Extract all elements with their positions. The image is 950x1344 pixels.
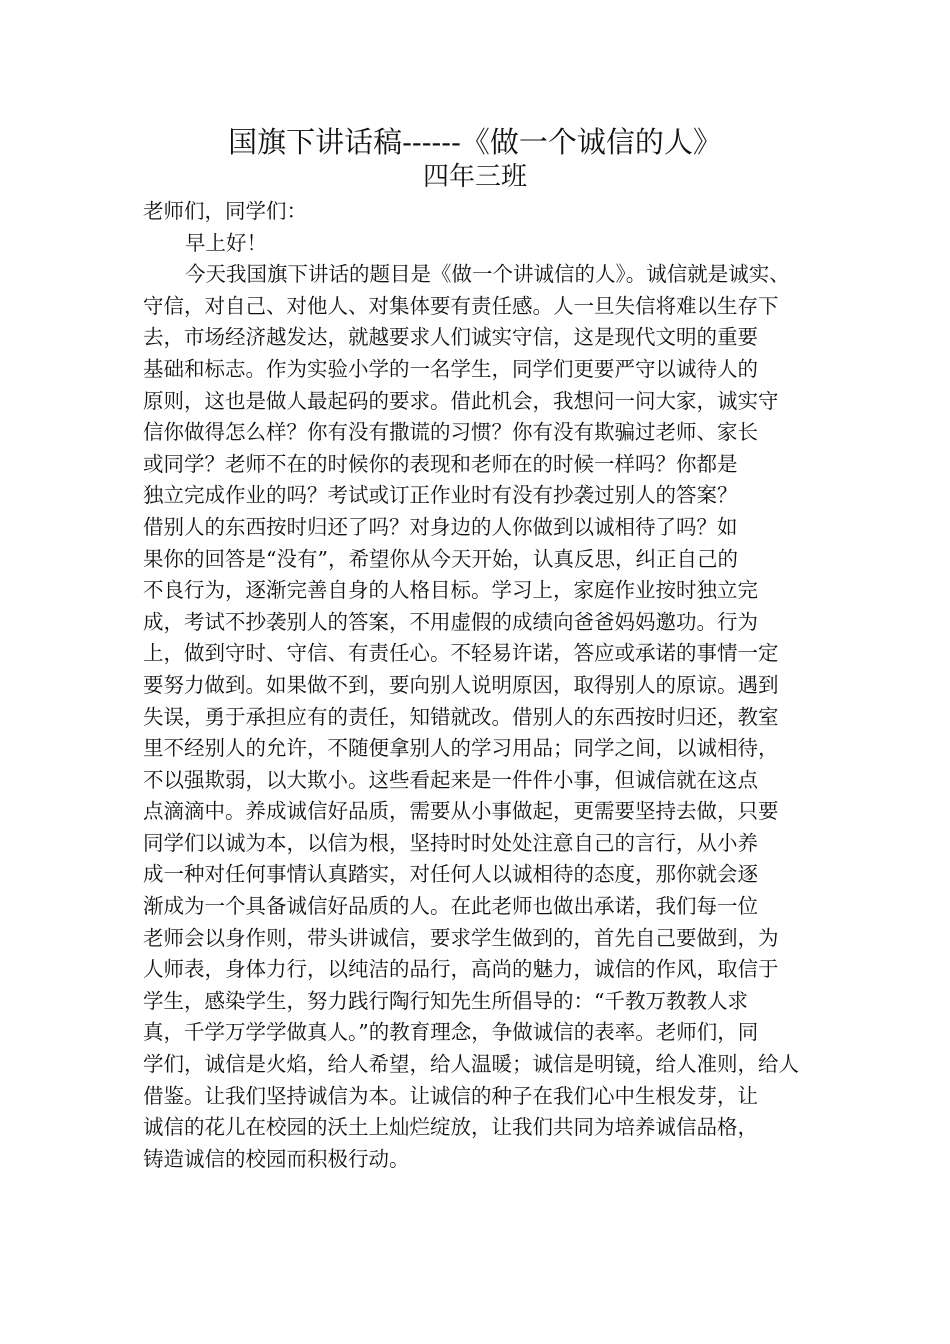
paragraph-line: 真，千学万学学做真人。”的教育理念，争做诚信的表率。老师们，同 — [143, 1020, 759, 1045]
paragraph-line: 渐成为一个具备诚信好品质的人。在此老师也做出承诺，我们每一位 — [143, 894, 758, 919]
paragraph-line: 诚信的花儿在校园的沃土上灿烂绽放，让我们共同为培养诚信品格， — [143, 1115, 758, 1140]
paragraph-line: 同学们以诚为本，以信为根，坚持时时处处注意自己的言行，从小养 — [143, 830, 758, 855]
paragraph-line: 学生，感染学生，努力践行陶行知先生所倡导的：“千教万教教人求 — [143, 988, 748, 1013]
paragraph-line: 去，市场经济越发达，就越要求人们诚实守信，这是现代文明的重要 — [143, 325, 758, 350]
paragraph-line: 里不经别人的允许，不随便拿别人的学习用品；同学之间，以诚相待， — [143, 736, 779, 761]
paragraph-line: 独立完成作业的吗？考试或订正作业时有没有抄袭过别人的答案？ — [143, 483, 738, 508]
paragraph-line: 失误，勇于承担应有的责任，知错就改。借别人的东西按时归还，教室 — [143, 704, 779, 729]
paragraph-line: 要努力做到。如果做不到，要向别人说明原因，取得别人的原谅。遇到 — [143, 672, 779, 697]
paragraph-line: 上，做到守时、守信、有责任心。不轻易许诺，答应或承诺的事情一定 — [143, 641, 779, 666]
paragraph-line: 今天我国旗下讲话的题目是《做一个讲诚信的人》。诚信就是诚实、 — [185, 262, 790, 287]
paragraph-line: 原则，这也是做人最起码的要求。借此机会，我想问一问大家，诚实守 — [143, 388, 779, 413]
paragraph-line: 信你做得怎么样？你有没有撒谎的习惯？你有没有欺骗过老师、家长 — [143, 420, 758, 445]
paragraph-line: 学们，诚信是火焰，给人希望，给人温暖；诚信是明镜，给人准则，给人 — [143, 1052, 799, 1077]
paragraph-line: 借别人的东西按时归还了吗？对身边的人你做到以诚相待了吗？如 — [143, 514, 738, 539]
greeting-line: 早上好！ — [185, 230, 267, 255]
paragraph-line: 或同学？老师不在的时候你的表现和老师在的时候一样吗？你都是 — [143, 451, 738, 476]
paragraph-line: 成，考试不抄袭别人的答案，不用虚假的成绩向爸爸妈妈邀功。行为 — [143, 609, 758, 634]
paragraph-line: 借鉴。让我们坚持诚信为本。让诚信的种子在我们心中生根发芽，让 — [143, 1083, 758, 1108]
paragraph-line: 点滴滴中。养成诚信好品质，需要从小事做起，更需要坚持去做，只要 — [143, 799, 779, 824]
paragraph-line: 基础和标志。作为实验小学的一名学生，同学们更要严守以诚待人的 — [143, 356, 758, 381]
paragraph-line: 不良行为，逐渐完善自身的人格目标。学习上，家庭作业按时独立完 — [143, 578, 758, 603]
paragraph-line: 果你的回答是“没有”，希望你从今天开始，认真反思，纠正自己的 — [143, 546, 738, 571]
paragraph-line: 老师会以身作则，带头讲诚信，要求学生做到的，首先自己要做到，为 — [143, 925, 779, 950]
paragraph-line: 成一种对任何事情认真踏实，对任何人以诚相待的态度，那你就会逐 — [143, 862, 758, 887]
speech-body — [143, 196, 813, 1175]
salutation-line: 老师们，同学们： — [143, 199, 307, 223]
paragraph-line: 人师表，身体力行，以纯洁的品行，高尚的魅力，诚信的作风，取信于 — [143, 957, 779, 982]
paragraph-line: 铸造诚信的校园而积极行动。 — [143, 1146, 410, 1171]
paragraph-line: 守信，对自己、对他人、对集体要有责任感。人一旦失信将难以生存下 — [143, 293, 779, 318]
paragraph-line: 不以强欺弱，以大欺小。这些看起来是一件件小事，但诚信就在这点 — [143, 767, 758, 792]
document-title: 国旗下讲话稿------《做一个诚信的人》 — [228, 125, 722, 159]
document-subtitle: 四年三班 — [422, 162, 527, 192]
